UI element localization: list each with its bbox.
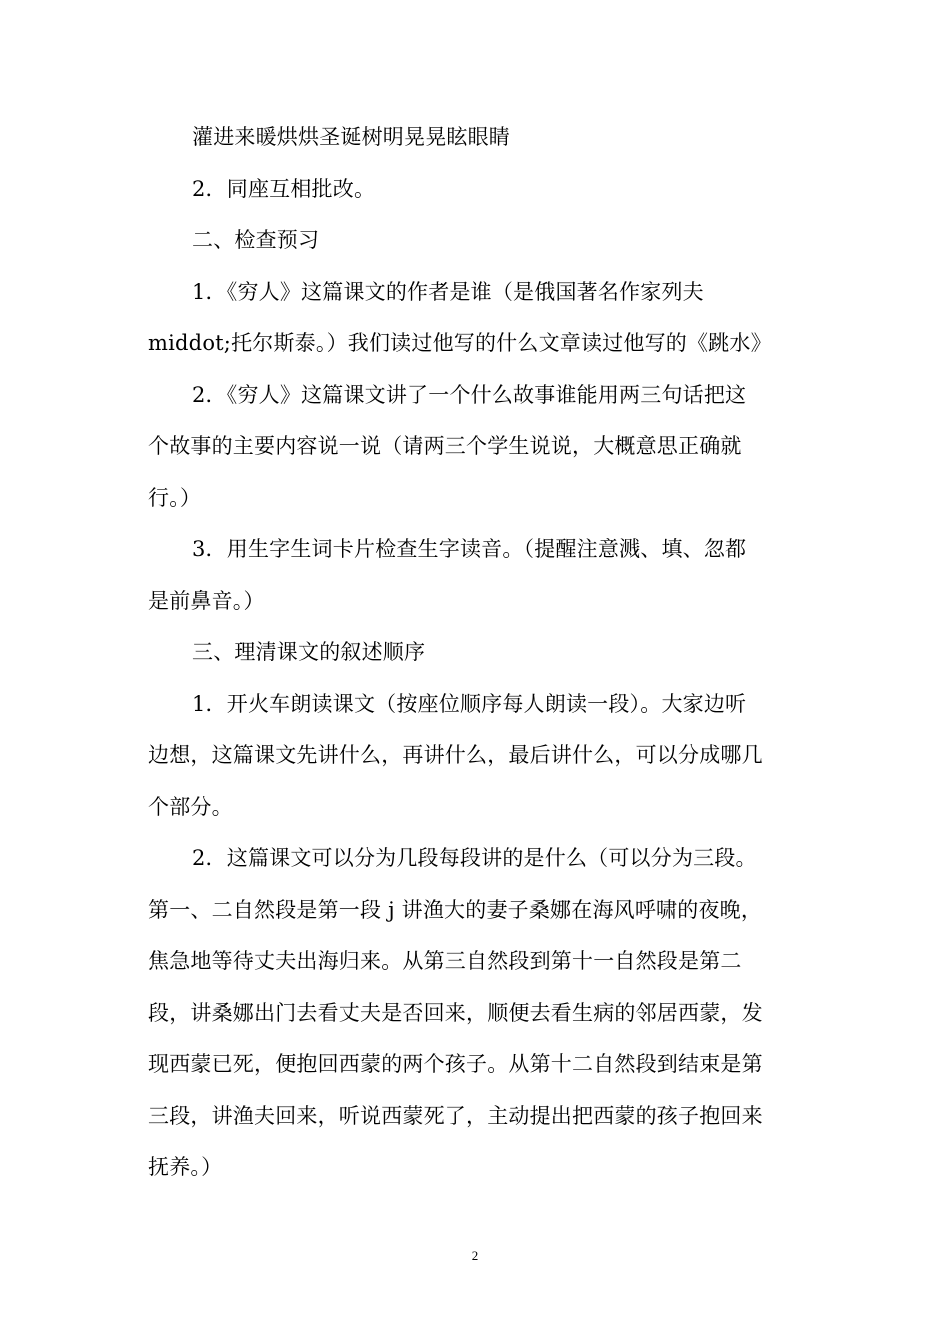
- text-line: 1．开火车朗读课文（按座位顺序每人朗读一段）。大家边听: [192, 691, 747, 716]
- text-line: 2．这篇课文可以分为几段每段讲的是什么（可以分为三段。: [192, 846, 757, 870]
- text-line: 是前鼻音。）: [148, 588, 265, 613]
- text-line: 个部分。: [148, 794, 233, 819]
- text-line: 灌进来暖烘烘圣诞树明晃晃眩眼睛: [192, 125, 510, 149]
- text-line: 2．同座互相批改。: [192, 176, 376, 201]
- page-number: 2: [471, 1248, 479, 1263]
- text-line: 个故事的主要内容说一说（请两三个学生说说，大概意思正确就: [148, 434, 742, 458]
- text-line: 焦急地等待丈夫出海归来。从第三自然段到第十一自然段是第二: [148, 949, 742, 973]
- section-heading: 三、理清课文的叙述顺序: [192, 640, 426, 664]
- text-line: 2．《穷人》这篇课文讲了一个什么故事谁能用两三句话把这: [192, 382, 747, 407]
- document-body: [148, 112, 800, 1194]
- text-line: 现西蒙已死，便抱回西蒙的两个孩子。从第十二自然段到结束是第: [148, 1052, 763, 1076]
- text-line: 第一、二自然段是第一段 j 讲渔大的妻子桑娜在海风呼啸的夜晚，: [148, 897, 763, 922]
- text-line: 1．《穷人》这篇课文的作者是谁（是俄国著名作家列夫: [192, 279, 704, 304]
- text-line: 3．用生字生词卡片检查生字读音。（提醒注意溅、填、忽都: [192, 537, 747, 561]
- text-line: middot;托尔斯泰。）我们读过他写的什么文章读过他写的《跳水》: [148, 331, 772, 355]
- section-heading: 二、检查预习: [192, 228, 320, 252]
- text-line: 三段，讲渔夫回来，听说西蒙死了，主动提出把西蒙的孩子抱回来: [148, 1103, 763, 1128]
- text-line: 行。）: [148, 485, 202, 510]
- text-line: 段，讲桑娜出门去看丈夫是否回来，顺便去看生病的邻居西蒙，发: [148, 1000, 763, 1025]
- text-line: 边想，这篇课文先讲什么，再讲什么，最后讲什么，可以分成哪几: [148, 743, 763, 767]
- text-line: 抚养。）: [148, 1155, 223, 1179]
